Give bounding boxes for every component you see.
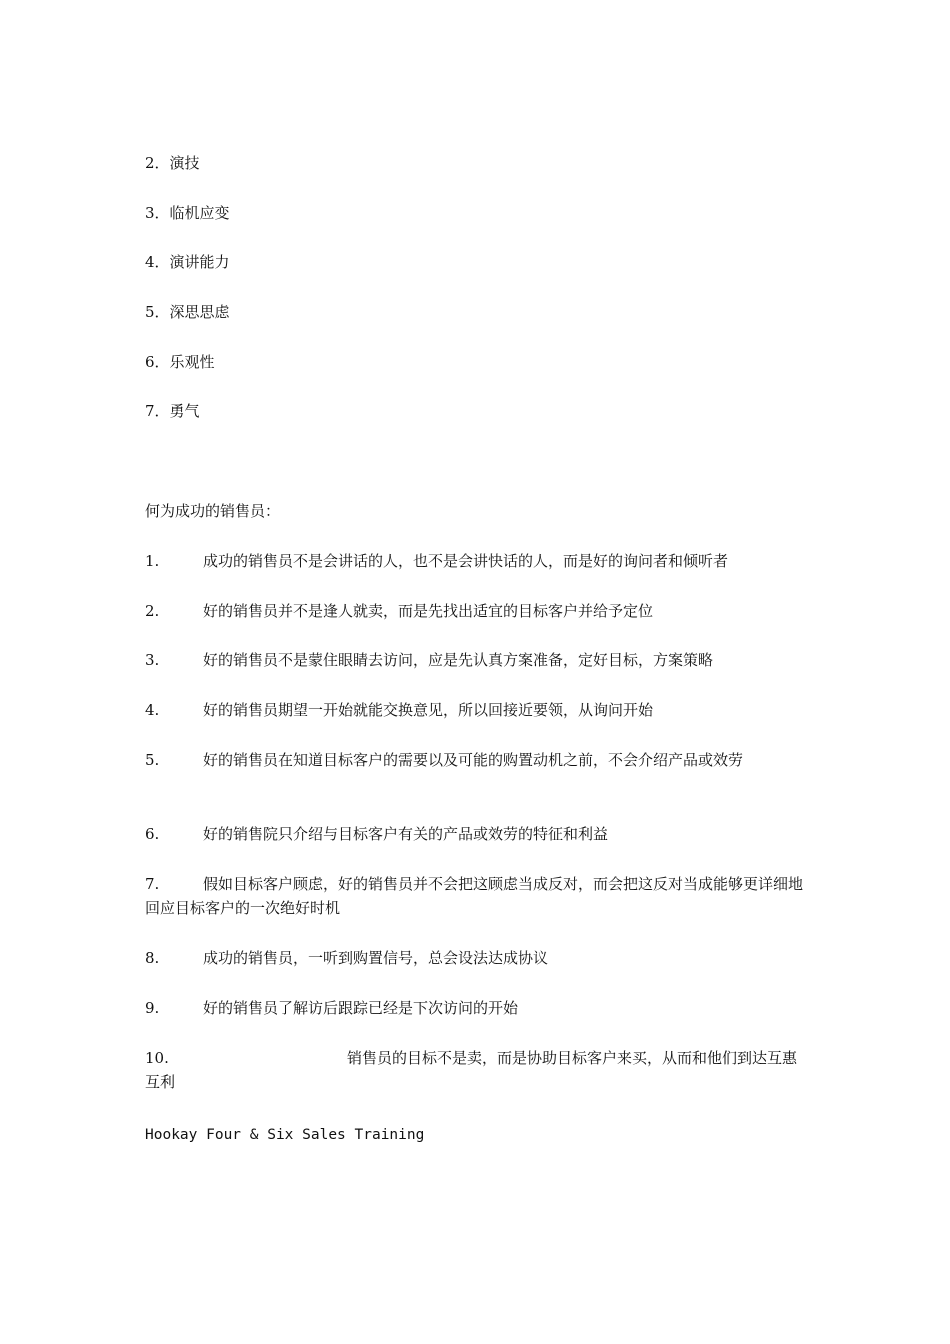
skill-line: 4．演讲能力 bbox=[145, 253, 230, 271]
list-item bbox=[145, 946, 805, 970]
item-text: 好的销售员并不是逢人就卖，而是先找出适宜的目标客户并给予定位 bbox=[203, 602, 654, 620]
item-number: 6. bbox=[145, 825, 160, 843]
item-number: 2. bbox=[145, 602, 160, 620]
skill-line: 2．演技 bbox=[145, 154, 200, 172]
list-item bbox=[145, 748, 805, 772]
section-title: 何为成功的销售员： bbox=[145, 502, 281, 520]
item-text: 好的销售员不是蒙住眼睛去访问，应是先认真方案准备，定好目标，方案策略 bbox=[203, 651, 714, 669]
list-item bbox=[145, 1046, 805, 1094]
item-text: 成功的销售员不是会讲话的人，也不是会讲快话的人，而是好的询问者和倾听者 bbox=[203, 552, 729, 570]
item-number: 7. bbox=[145, 875, 160, 893]
skill-line: 7．勇气 bbox=[145, 402, 200, 420]
skill-line: 3．临机应变 bbox=[145, 204, 230, 222]
item-number: 8. bbox=[145, 949, 160, 967]
skill-line: 6．乐观性 bbox=[145, 353, 215, 371]
list-item bbox=[145, 698, 805, 722]
item-number: 10. bbox=[145, 1049, 169, 1067]
item-number: 9. bbox=[145, 999, 160, 1017]
list-item bbox=[145, 549, 805, 573]
list-item bbox=[145, 599, 805, 623]
list-item bbox=[145, 872, 805, 920]
item-text: 好的销售院只介绍与目标客户有关的产品或效劳的特征和利益 bbox=[203, 825, 609, 843]
item-number: 3. bbox=[145, 651, 160, 669]
item-text: 销售员的目标不是卖，而是协助目标客户来买，从而和他们到达互惠互利 bbox=[145, 1049, 798, 1091]
list-item bbox=[145, 996, 805, 1020]
item-number: 4. bbox=[145, 701, 160, 719]
item-text: 好的销售员了解访后跟踪已经是下次访问的开始 bbox=[203, 999, 519, 1017]
item-number: 1. bbox=[145, 552, 160, 570]
list-item bbox=[145, 648, 805, 672]
item-number: 5. bbox=[145, 751, 160, 769]
item-text: 好的销售员期望一开始就能交换意见，所以回接近要领，从询问开始 bbox=[203, 701, 654, 719]
skill-line: 5．深思思虑 bbox=[145, 303, 230, 321]
item-text: 成功的销售员，一听到购置信号，总会设法达成协议 bbox=[203, 949, 549, 967]
item-text: 假如目标客户顾虑，好的销售员并不会把这顾虑当成反对，而会把这反对当成能够更详细地回应目标客户的一次绝好时机 bbox=[145, 875, 804, 917]
footer-text: Hookay Four & Six Sales Training bbox=[145, 1127, 425, 1143]
item-text: 好的销售员在知道目标客户的需要以及可能的购置动机之前，不会介绍产品或效劳 bbox=[203, 751, 744, 769]
list-item bbox=[145, 822, 805, 846]
